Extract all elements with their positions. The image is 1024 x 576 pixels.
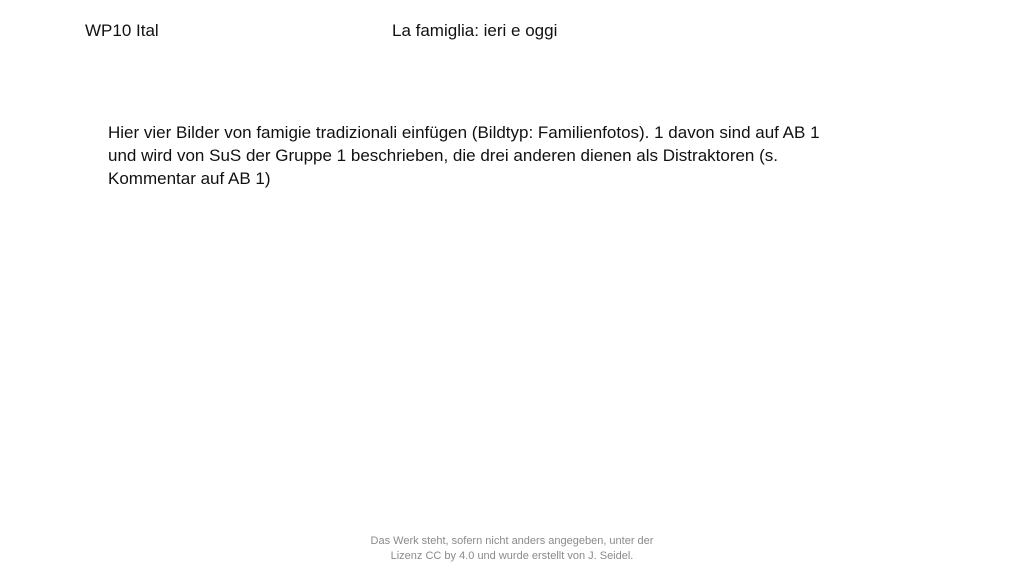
- course-label: WP10 Ital: [85, 21, 159, 40]
- slide-title: La famiglia: ieri e oggi: [392, 21, 558, 40]
- instruction-text: Hier vier Bilder von famigie tradizionali einfügen (Bildtyp: Familienfotos). 1 davon sind auf AB 1 und wird von SuS der Gruppe 1 beschrieben, die drei anderen dienen als Distraktoren (s. Kommentar auf AB 1): [108, 123, 820, 188]
- license-line-1: Das Werk steht, sofern nicht anders angegeben, unter der: [370, 535, 654, 547]
- license-line-2: Lizenz CC by 4.0 und wurde erstellt von J. Seidel.: [390, 550, 634, 562]
- license-footer: [312, 534, 712, 564]
